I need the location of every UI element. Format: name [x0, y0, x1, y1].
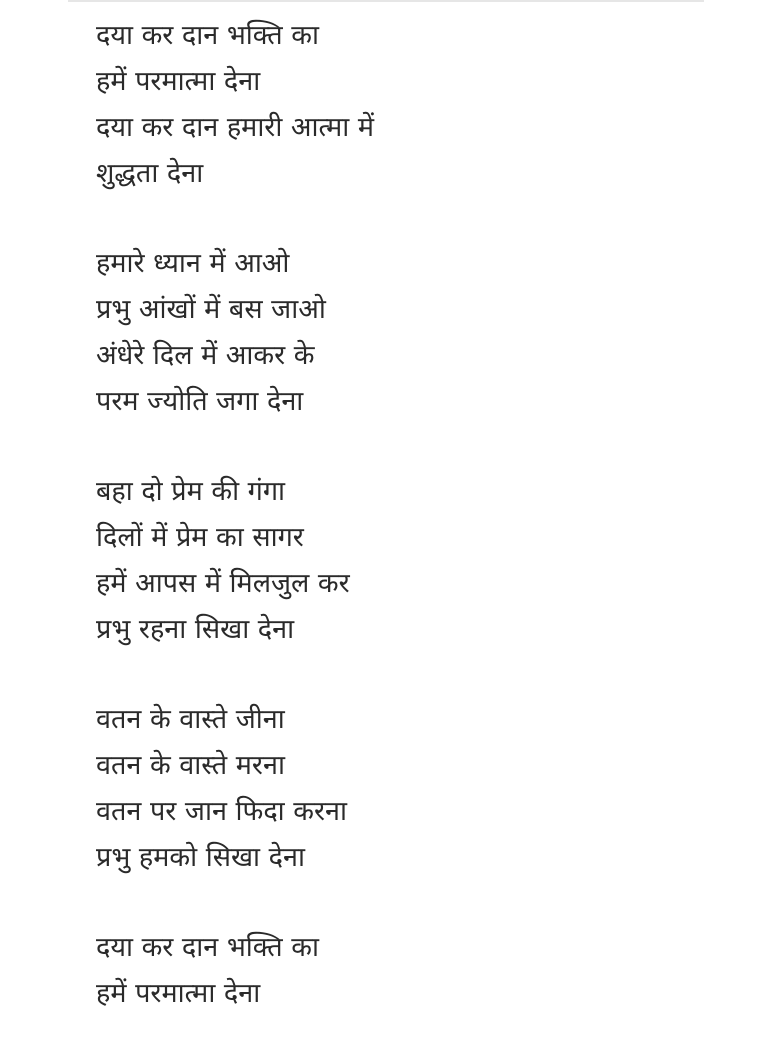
- poem-line: दिलों में प्रेम का सागर: [96, 522, 304, 553]
- poem-line: हमें आपस में मिलजुल कर: [96, 568, 350, 599]
- poem-line: वतन के वास्ते मरना: [96, 750, 285, 781]
- poem-line: हमारे ध्यान में आओ: [96, 248, 290, 279]
- poem-line: प्रभु रहना सिखा देना: [96, 614, 295, 645]
- stanza: [96, 469, 716, 653]
- poem-line: दया कर दान भक्ति का: [96, 20, 319, 51]
- poem-line: शुद्धता देना: [96, 158, 204, 189]
- poem-line: बहा दो प्रेम की गंगा: [96, 476, 286, 507]
- poem-line: प्रभु आंखों में बस जाओ: [96, 294, 326, 325]
- stanza: [96, 241, 716, 425]
- stanza: [96, 925, 716, 1017]
- poem-line: दया कर दान भक्ति का: [96, 932, 319, 963]
- top-divider: [68, 0, 704, 2]
- stanza: [96, 13, 716, 197]
- poem-line: वतन पर जान फिदा करना: [96, 796, 348, 827]
- poem-line: वतन के वास्ते जीना: [96, 704, 285, 735]
- poem-text: [96, 13, 716, 1061]
- poem-line: हमें परमात्मा देना: [96, 978, 261, 1009]
- poem-line: हमें परमात्मा देना: [96, 66, 261, 97]
- stanza: [96, 697, 716, 881]
- poem-line: प्रभु हमको सिखा देना: [96, 842, 305, 873]
- poem-line: दया कर दान हमारी आत्मा में: [96, 112, 374, 143]
- poem-line: अंधेरे दिल में आकर के: [96, 340, 315, 371]
- poem-line: परम ज्योति जगा देना: [96, 386, 304, 417]
